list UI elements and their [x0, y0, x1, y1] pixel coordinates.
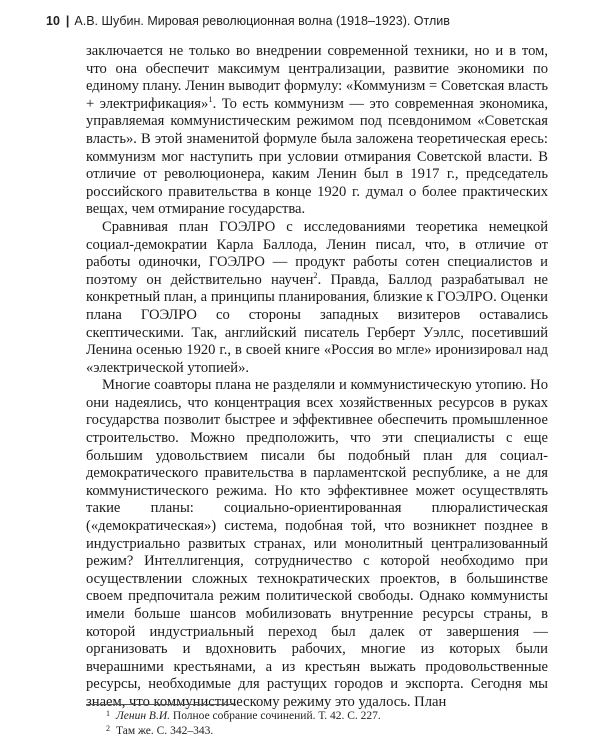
paragraph-3-text: Многие соавторы плана не разделяли и коммунистическую утопию. Но они надеялись, что концентрация всех хозяйственных ресурсов в руках государства позволит быстрее и эффективнее обеспечить промышленное строительство. Можно предположить, что эти специалисты с еще большим удовольствием писали бы подобный план для социал-демократического правительства в парламентской республике, а не для коммунистического режима. Но кто эффективнее может осуществлять такие планы: социально-ориентированная плюралистическая («демократическая») система, подобная той, что возникнет позднее в индустриально развитых странах, или монолитный централизованный режим? Интеллигенция, сотрудничество с которой необходимо при осуществлении сложных технократических проектов, в большинстве своем предпочитала режим политической свободы. Однако коммунисты имели больше шансов мобилизовать внутренние ресурсы страны, в которой индустриальный переход был далек от завершения — организовать и вдохновить рабочих, многие из которых были вчерашними крестьянами, а из крестьян выжать продовольственные ресурсы, необходимые для растущих городов и экспорта. Сегодня мы знаем, что коммунистическому режиму это удалось. План [86, 377, 548, 710]
paragraph-3 [86, 377, 548, 711]
footnote-2 [86, 724, 548, 739]
footnote-1-text: Полное собрание сочинений. Т. 42. С. 227. [170, 710, 381, 722]
footnote-2-text: Там же. С. 342–343. [116, 724, 214, 737]
footnotes [86, 709, 548, 738]
footnote-mark-1: 1 [106, 709, 110, 718]
footnote-mark-2: 2 [106, 723, 110, 733]
header-separator: | [65, 14, 70, 28]
running-header [46, 14, 580, 28]
paragraph-2-text-b: . Правда, Баллод разрабатывал не конкретный план, а принципы планирования, близкие к ГОЭЛРО. Оценки плана ГОЭЛРО со стороны западных визитеров оставались скептическими. Так, английский писатель Герберт Уэллс, посетивший Ленина осенью 1920 г., в своей книге «Россия во мгле» иронизировал над «электрической утопией». [86, 271, 548, 376]
footnote-1 [86, 709, 548, 724]
footnote-ref-2[interactable]: 2 [313, 269, 318, 280]
paragraph-2-text-a: Сравнивая план ГОЭЛРО с исследованиями теоретика немецкой социал-демократии Карла Баллода, Ленин писал, что, в отличие от работы одиночки, ГОЭЛРО — продукт работы сотен специалистов и поэтому он действительно научен [86, 218, 548, 288]
paragraph-1-text-a: заключается не только во внедрении современной техники, но и в том, что она обеспечит максимум централизации, развитие экономики по единому плану. Ленин выводит формулу: «Коммунизм = Советская власть + электрификация» [86, 43, 548, 112]
page-number: 10 [46, 14, 60, 28]
body-text [86, 43, 548, 712]
footnote-1-author: Ленин В.И. [116, 710, 171, 722]
paragraph-1 [86, 43, 548, 219]
footnote-ref-1[interactable]: 1 [208, 93, 213, 104]
paragraph-2 [86, 219, 548, 377]
paragraph-1-text-b: . То есть коммунизм — это современная экономика, управляемая коммунистическим режимом под псевдонимом «Советская власть». В этой знаменитой формуле была заложена теоретическая ересь: коммунизм мог наступить при условии отмирания Советской власти. В отличие от революционера, каким Ленин был в 1917 г., председатель российского правительства в конце 1920 г. думал о более практических вещах, чем отмирание государства. [86, 95, 548, 218]
footnote-divider [86, 704, 236, 705]
running-title: А.В. Шубин. Мировая революционная волна (1918–1923). Отлив [74, 14, 450, 28]
